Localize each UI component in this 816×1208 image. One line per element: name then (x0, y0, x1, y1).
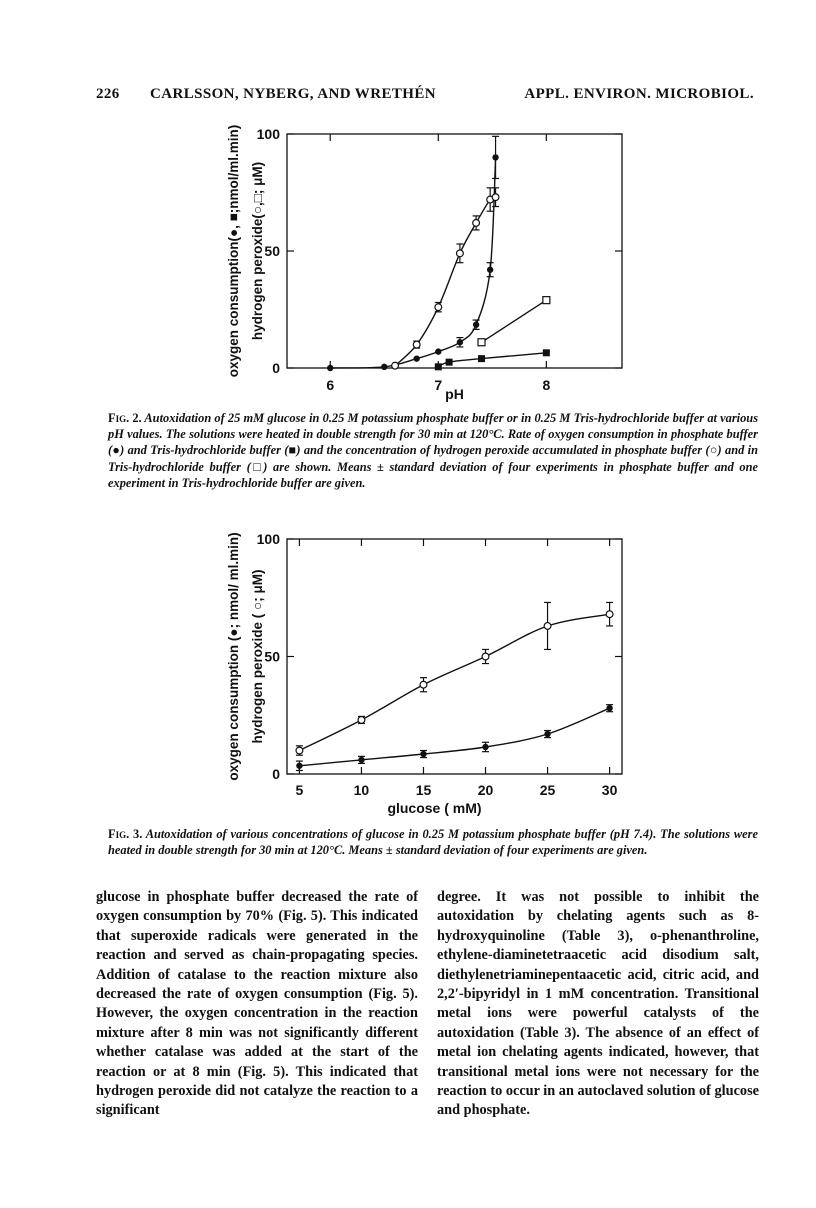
x-axis-label: glucose ( mM) (387, 800, 482, 816)
data-point-filled-circle (435, 348, 441, 354)
figure-2-chart (0, 110, 816, 400)
data-point-open-circle (482, 653, 489, 660)
data-point-open-circle (435, 304, 442, 311)
figure-2-caption (108, 410, 758, 491)
data-point-filled-circle (381, 364, 387, 370)
data-point-filled-circle (606, 705, 612, 711)
data-point-filled-circle (457, 339, 463, 345)
body-text-left-column: glucose in phosphate buffer decreased the rate of oxygen consumption by 70% (Fig. 5). This indicated that superoxide radicals were generated in the reaction and served as chain-propagating species. Addition of catalase to the reaction mixture also decreased the rate of oxygen consumption (Fig. 5). However, the oxygen concentration in the reaction mixture after 8 min was not significantly different whether catalase was added at the start of the reaction or at 8 min (Fig. 5). This indicated that hydrogen peroxide did not catalyze the reaction to a significant (96, 889, 418, 1119)
data-point-filled-square (478, 355, 485, 362)
data-point-filled-circle (420, 751, 426, 757)
body-text-right-column: degree. It was not possible to inhibit the autoxidation by chelating agents such as 8-hydroxyquinoline (Table 3), o-phenanthroline, ethylene-diaminetetraacetic acid disodium salt, diethylenetriaminepentaacetic acid, citric acid, and 2,2′-bipyridyl in 1 mM concentration. Transitional metal ions were powerful catalysts of the autoxidation (Table 3). The absence of an effect of metal ion chelating agents indicated, however, that transitional metal ions were not necessary for the reaction to occur in an autoclaved solution of glucose and phosphate. (437, 889, 759, 1119)
series-line-open-circle (299, 614, 609, 750)
data-point-open-square (543, 297, 550, 304)
y-tick-label: 0 (272, 360, 280, 376)
data-point-filled-square (543, 349, 550, 356)
data-point-filled-circle (487, 267, 493, 273)
x-tick-label: 25 (539, 782, 556, 798)
figure-2-caption-text: Autoxidation of 25 mM glucose in 0.25 M potassium phosphate buffer or in 0.25 M Tris-hydrochloride buffer at various pH values. The solutions were heated in double strength for 30 min at 120°C. Rate of oxygen consumption in phosphate buffer (●) and Tris-hydrochloride buffer (■) and the concentration of hydrogen peroxide accumulated in phosphate buffer (○) and in Tris-hydrochloride buffer (□) are shown. Means ± standard deviation of four experiments in phosphate buffer and one experiment in Tris-hydrochloride buffer are given. (108, 411, 759, 490)
y-tick-label: 50 (264, 243, 280, 259)
x-tick-label: 5 (295, 782, 304, 798)
data-point-filled-circle (358, 757, 364, 763)
y-tick-label: 100 (256, 126, 280, 142)
series-line-filled-square (438, 353, 546, 367)
x-tick-label: 7 (434, 377, 443, 393)
data-point-open-circle (492, 194, 499, 201)
data-point-open-circle (606, 611, 613, 618)
data-point-open-circle (544, 623, 551, 630)
page-number: 226 (96, 86, 120, 102)
series-line-filled-circle (330, 157, 495, 368)
data-point-open-circle (457, 250, 464, 257)
data-point-filled-circle (492, 154, 498, 160)
data-point-open-circle (473, 220, 480, 227)
x-tick-label: 6 (326, 377, 335, 393)
y-tick-label: 50 (264, 648, 280, 665)
figure-3-label: Fig. 3. (108, 827, 143, 841)
series-line-filled-circle (299, 708, 609, 766)
running-head-authors: CARLSSON, NYBERG, AND WRETHÉN (150, 86, 436, 102)
data-point-filled-circle (544, 731, 550, 737)
data-point-open-circle (392, 362, 399, 369)
x-tick-label: 8 (542, 377, 551, 393)
data-point-open-circle (296, 747, 303, 754)
figure-3-caption-text: Autoxidation of various concentrations of glucose in 0.25 M potassium phosphate buffer (pH 7.4). The solutions were heated in double strength for 30 min at 120°C. Means ± standard deviation of four experiments are given. (108, 827, 759, 858)
plot-frame (287, 539, 622, 774)
y-axis-label-secondary: hydrogen peroxide(○,□; μM) (250, 161, 265, 341)
y-tick-label: 100 (256, 531, 280, 547)
x-tick-label: 30 (601, 782, 618, 798)
series-line-open-square (482, 300, 547, 342)
data-point-open-circle (420, 681, 427, 688)
figure-3-caption (108, 826, 758, 858)
x-tick-label: 15 (415, 782, 432, 798)
data-point-filled-square (435, 363, 442, 370)
y-tick-label: 0 (272, 766, 280, 782)
y-axis-label-secondary: hydrogen peroxide ( ○; μM) (250, 569, 265, 744)
data-point-filled-square (446, 359, 453, 366)
y-axis-label: oxygen consumption (●; nmol/ ml.min) (226, 532, 241, 781)
data-point-open-square (478, 339, 485, 346)
data-point-open-circle (358, 717, 365, 724)
data-point-filled-circle (296, 763, 302, 769)
figure-2-label: Fig. 2. (108, 411, 142, 425)
data-point-filled-circle (473, 322, 479, 328)
x-tick-label: 20 (477, 782, 494, 798)
data-point-open-circle (413, 341, 420, 348)
x-tick-label: 10 (353, 782, 370, 798)
y-axis-label: oxygen consumption(●, ■;nmol/ml.min) (226, 124, 241, 378)
figure-3-chart (0, 515, 816, 820)
running-head-journal: APPL. ENVIRON. MICROBIOL. (524, 86, 754, 102)
x-axis-label: pH (445, 386, 464, 402)
data-point-filled-circle (482, 744, 488, 750)
data-point-filled-circle (413, 355, 419, 361)
plot-frame (287, 134, 622, 368)
data-point-filled-circle (327, 365, 333, 371)
